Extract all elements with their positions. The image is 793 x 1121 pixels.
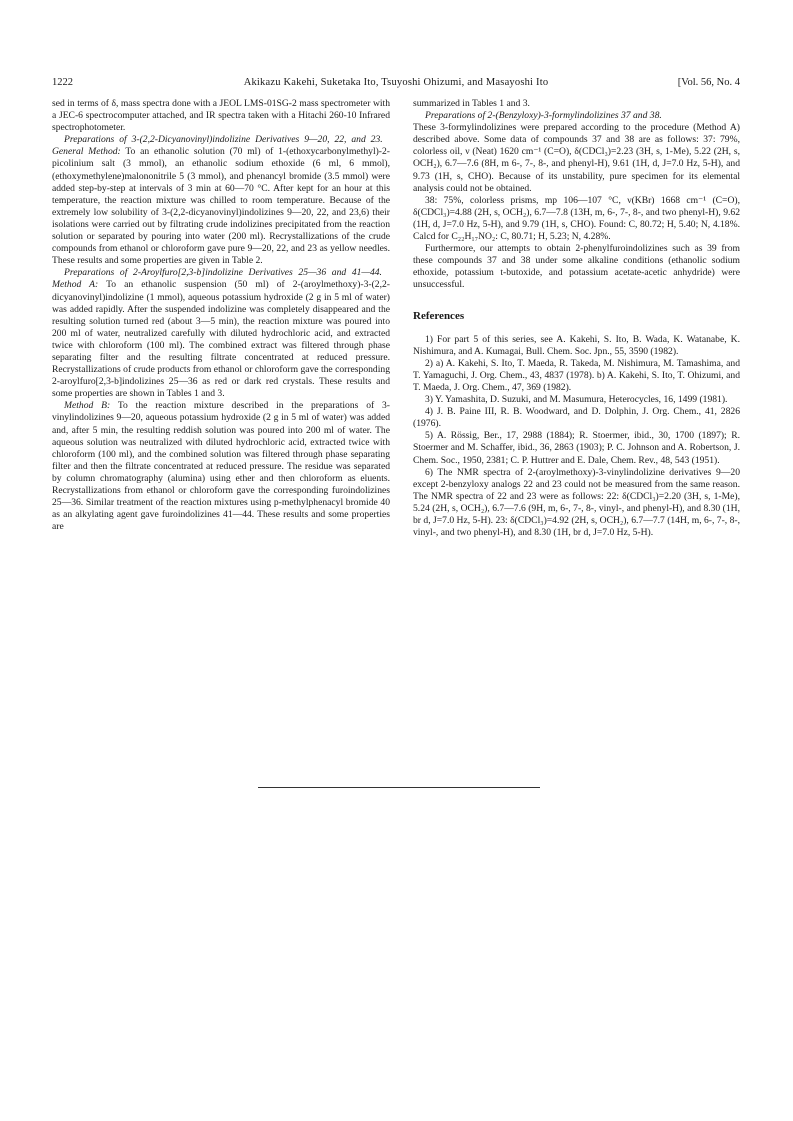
formyl-text: These 3-formylindolizines were prepared according to the procedure (Method A) described above. Some data of compounds 37 and 38 are as follows: 37: 79%, colorless oil, ν (Neat) 1620 cm⁻¹ (C=O), δ(CDCl₃)=2.23 (3H, s, 1-Me), 5.22 (2H, s, OCH₂), 6.7—7.6 (8H, m 6-, 7-, 8-, and phenyl-H), 9.61 (1H, d, J=7.0 Hz, 5-H), and 9.73 (1H, s, CHO). Because of its unstability, pure specimen for its elemental analysis could not be obtained.	[413, 122, 740, 194]
method-label: General Method:	[52, 146, 121, 158]
section-text: To an ethanolic suspension (50 ml) of 2-(aroylmethoxy)-3-(2,2-dicyanovinyl)indolizine (1 mmol), aqueous potassium hydroxide (2 g in 5 ml of water) was added rapidly. After the suspended indolizine was completely disappeared and the resulting solution turned red (about 3—5 min), the reaction mixture was poured into 200 ml of water, neutralized carefully with diluted hydrochloric acid, and extracted twice with chloroform (100 ml). The combined extract was filtered through phase separating filter and the resulting filtrate concentrated at reduced pressure. Recrystallizations of crude products from ethanol or chloroform gave the corresponding 2-aroylfuro[2,3-b]indolizines 25—36 as red or dark red crystals. These results and some properties are shown in Tables 1 and 3.	[52, 279, 390, 400]
method-label: Method A:	[52, 279, 99, 291]
reference-item: 6) The NMR spectra of 2-(aroylmethoxy)-3-vinylindolizine derivatives 9—20 except 2-benzyloxy analogs 22 and 23 could not be measured from the same reason. The NMR spectra of 22 and 23 were as follows: 22: δ(CDCl₃)=2.20 (3H, s, 1-Me), 5.24 (2H, s, OCH₂), 6.7—7.6 (9H, m, 6-, 7-, 8-, vinyl-, and phenyl-H), and 8.30 (1H, br d, J=7.0 Hz, 5-H). 23: δ(CDCl₃)=4.92 (2H, s, OCH₂), 6.7—7.7 (14H, m, 6-, 7-, 8-, vinyl-, and two phenyl-H), and 8.30 (1H, br d, J=7.0 Hz, 5-H).	[413, 466, 740, 539]
references-heading: References	[413, 309, 465, 322]
volume-label: [Vol. 56, No. 4	[677, 77, 740, 88]
right-column	[413, 98, 740, 539]
section-method-b	[52, 400, 390, 533]
section-title: Preparations of 3-(2,2-Dicyanovinyl)indolizine Derivatives 9—20, 22, and 23.	[64, 134, 383, 146]
continued-paragraph: summarized in Tables 1 and 3.	[413, 98, 530, 109]
section-title: Preparations of 2-Aroylfuro[2,3-b]indolizine Derivatives 25—36 and 41—44.	[64, 267, 382, 279]
section-dicyanovinyl	[52, 134, 390, 267]
compound-38-data: 38: 75%, colorless prisms, mp 106—107 °C, ν(KBr) 1668 cm⁻¹ (C=O), δ(CDCl₃)=4.88 (2H, s, OCH₂), 6.7—7.8 (13H, m, 6-, 7-, 8-, and two phenyl-H), 9.62 (1H, d, J=7.0 Hz, 5-H), and 9.79 (1H, s, CHO). Found: C, 80.72; H, 5.40; N, 4.18%. Calcd for C₂₂H₁₇NO₂: C, 80.71; H, 5.23; N, 4.28%.	[413, 194, 740, 243]
section-title: Preparations of 2-(Benzyloxy)-3-formylindolizines 37 and 38.	[425, 110, 662, 122]
left-column	[52, 98, 390, 533]
running-header	[52, 76, 740, 90]
furthermore-paragraph: Furthermore, our attempts to obtain 2-phenylfuroindolizines such as 39 from these compounds 37 and 38 under some alkaline conditions (ethanolic sodium ethoxide, potassium t-butoxide, and potassium acetate-acetic anhydride) were unsuccessful.	[413, 243, 740, 291]
intro-paragraph: sed in terms of δ, mass spectra done with a JEOL LMS-01SG-2 mass spectrometer with a JEC-6 spectrocomputer attached, and IR spectra taken with a Hitachi 260-10 Infrared spectrophotometer.	[52, 98, 390, 134]
method-label: Method B:	[64, 400, 111, 412]
end-rule	[258, 787, 540, 788]
running-authors: Akikazu Kakehi, Suketaka Ito, Tsuyoshi Ohizumi, and Masayoshi Ito	[243, 77, 549, 88]
section-formylindolizines	[413, 110, 740, 122]
section-aroylfuro	[52, 267, 390, 400]
reference-item: 3) Y. Yamashita, D. Suzuki, and M. Masumura, Heterocycles, 16, 1499 (1981).	[425, 394, 728, 406]
reference-item: 4) J. B. Paine III, R. B. Woodward, and D. Dolphin, J. Org. Chem., 41, 2826 (1976).	[413, 406, 740, 430]
reference-item: 1) For part 5 of this series, see A. Kakehi, S. Ito, B. Wada, K. Watanabe, K. Nishimura, and A. Kumagai, Bull. Chem. Soc. Jpn., 55, 3590 (1982).	[413, 333, 740, 357]
reference-list	[413, 334, 740, 540]
section-text: To the reaction mixture described in the preparations of 3-vinylindolizines 9—20, aqueous potassium hydroxide (2 g in 5 ml of water) was added and, after 5 min, the resulting reddish solution was poured into 200 ml of water. The aqueous solution was neutralized with diluted hydrochloric acid, extracted twice with chloroform (100 ml), and the combined solution was filtered through phase separating filter and then the filtrate concentrated at reduced pressure. The residue was separated by column chromatography (alumina) using ether and then chloroform as eluents. Recrystallizations from ethanol or chloroform gave the corresponding furoindolizines 25—36. Similar treatment of the reaction mixtures using p-methylphenacyl bromide 40 as an alkylating agent gave furoindolizines 41—44. These results and some properties are	[52, 400, 390, 533]
reference-item: 5) A. Rössig, Ber., 17, 2988 (1884); R. Stoermer, ibid., 30, 1700 (1897); R. Stoermer and M. Schaffer, ibid., 36, 2863 (1903); P. C. Johnson and A. Robertson, J. Chem. Soc., 1950, 2381; C. P. Huttrer and E. Dale, Chem. Rev., 48, 543 (1951).	[413, 430, 740, 466]
page-number: 1222	[52, 77, 73, 88]
section-text: To an ethanolic solution (70 ml) of 1-(ethoxycarbonylmethyl)-2-picolinium salt (3 mmol), an ethanolic sodium ethoxide (6 ml, 6 mmol), (ethoxymethylene)malononitrile 5 (3 mmol), and phenancyl bromide (3.5 mmol) were added step-by-step at intervals of 3 min at 60—70 °C. After kept for an hour at this temperature, the reaction mixture was chilled to room temperature. Because of the extremely low solubility of 3-(2,2-dicyanovinyl)indolizines 9—20, 22, and 23,6) their isolations were carried out by filtrating crude indolizines precipitated from the reaction solution or separated by pouring into water (200 ml). Recrystallizations of the crude compounds from ethanol or chloroform gave pure 9—20, 22, and 23 as yellow needles. These results and some properties are given in Table 2.	[52, 146, 390, 267]
reference-item: 2) a) A. Kakehi, S. Ito, T. Maeda, R. Takeda, M. Nishimura, M. Tamashima, and T. Yamaguchi, J. Org. Chem., 43, 4837 (1978). b) A. Kakehi, S. Ito, T. Ohizumi, and T. Maeda, J. Org. Chem., 47, 369 (1982).	[413, 357, 740, 393]
